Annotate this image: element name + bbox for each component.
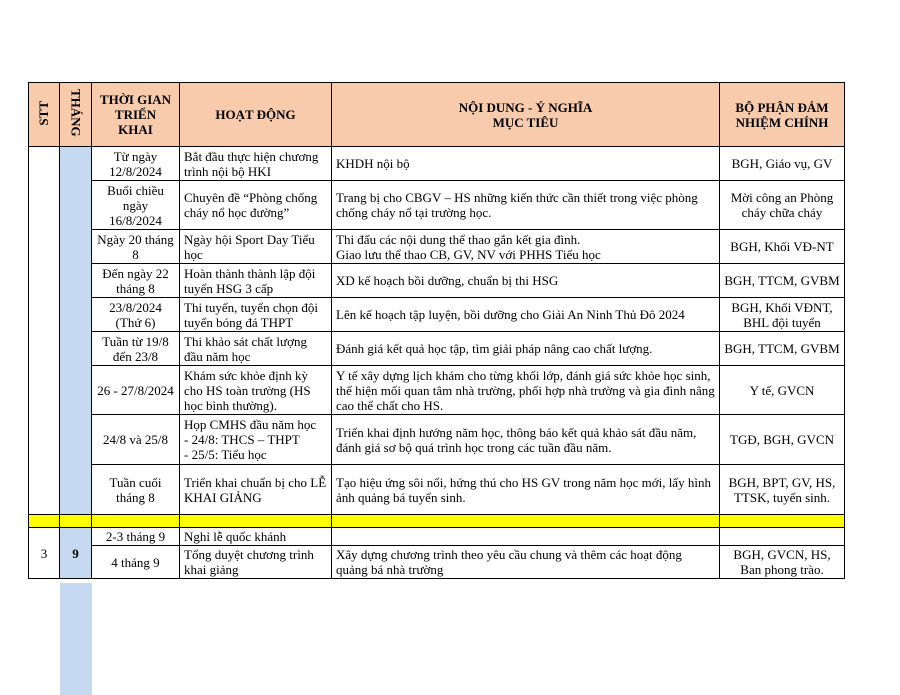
separator-row <box>29 515 845 528</box>
department-cell <box>720 528 845 546</box>
month-cell: 9 <box>60 528 92 579</box>
activity-cell: Triển khai chuẩn bị cho LỄ KHAI GIẢNG <box>180 465 332 515</box>
activity-cell: Hoàn thành thành lập đội tuyển HSG 3 cấp <box>180 264 332 298</box>
time-cell: Buổi chiều ngày 16/8/2024 <box>92 181 180 230</box>
department-cell: BGH, Khối VĐNT, BHL đội tuyển <box>720 298 845 332</box>
department-cell: BGH, TTCM, GVBM <box>720 332 845 366</box>
header-time: THỜI GIAN TRIỂN KHAI <box>92 83 180 147</box>
header-content: NỘI DUNG - Ý NGHĨA MỤC TIÊU <box>332 83 720 147</box>
month-column-continuation <box>60 583 92 695</box>
time-cell: Đến ngày 22 tháng 8 <box>92 264 180 298</box>
time-cell: 23/8/2024 (Thứ 6) <box>92 298 180 332</box>
table-row <box>29 298 845 332</box>
time-cell: Tuần cuối tháng 8 <box>92 465 180 515</box>
header-department: BỘ PHẬN ĐẢM NHIỆM CHÍNH <box>720 83 845 147</box>
time-cell: Từ ngày 12/8/2024 <box>92 147 180 181</box>
time-cell: 4 tháng 9 <box>92 546 180 579</box>
content-cell: Lên kế hoạch tập luyện, bồi dưỡng cho Giải An Ninh Thủ Đô 2024 <box>332 298 720 332</box>
department-cell: BGH, TTCM, GVBM <box>720 264 845 298</box>
activity-cell: Nghỉ lễ quốc khánh <box>180 528 332 546</box>
activity-cell: Thi khảo sát chất lượng đầu năm học <box>180 332 332 366</box>
department-cell: BGH, GVCN, HS, Ban phong trào. <box>720 546 845 579</box>
time-cell: Ngày 20 tháng 8 <box>92 230 180 264</box>
table-row <box>29 181 845 230</box>
table-row <box>29 147 845 181</box>
activity-cell: Khám sức khỏe định kỳ cho HS toàn trường (HS học bình thường). <box>180 366 332 415</box>
stt-cell <box>29 147 60 515</box>
department-cell: Y tế, GVCN <box>720 366 845 415</box>
content-cell: Y tế xây dựng lịch khám cho từng khối lớp, đánh giá sức khỏe học sinh, thể hiện mối quan tâm nhà trường, phối hợp nhà trường và gia đình nâng cao thể chất cho HS. <box>332 366 720 415</box>
table-row <box>29 332 845 366</box>
table-row <box>29 230 845 264</box>
activity-plan-table <box>28 82 845 579</box>
content-cell: Thi đấu các nội dung thể thao gắn kết gia đình. Giao lưu thể thao CB, GV, NV với PHHS Tiểu học <box>332 230 720 264</box>
content-cell: KHDH nội bộ <box>332 147 720 181</box>
activity-cell: Thi tuyển, tuyển chọn đội tuyển bóng đá THPT <box>180 298 332 332</box>
time-cell: 24/8 và 25/8 <box>92 415 180 465</box>
header-month: THÁNG <box>60 83 92 147</box>
activity-cell: Bắt đầu thực hiện chương trình nội bộ HKI <box>180 147 332 181</box>
table-row <box>29 415 845 465</box>
content-cell: XD kế hoạch bồi dưỡng, chuẩn bị thi HSG <box>332 264 720 298</box>
time-cell: Tuần từ 19/8 đến 23/8 <box>92 332 180 366</box>
header-activity: HOẠT ĐỘNG <box>180 83 332 147</box>
activity-cell: Ngày hội Sport Day Tiểu học <box>180 230 332 264</box>
content-cell: Trang bị cho CBGV – HS những kiến thức cần thiết trong việc phòng chống cháy nổ tại trường học. <box>332 181 720 230</box>
table-row <box>29 366 845 415</box>
content-cell: Xây dựng chương trình theo yêu cầu chung và thêm các hoạt động quảng bá nhà trường <box>332 546 720 579</box>
department-cell: BGH, Giáo vụ, GV <box>720 147 845 181</box>
header-row <box>29 83 845 147</box>
department-cell: BGH, BPT, GV, HS, TTSK, tuyển sinh. <box>720 465 845 515</box>
activity-cell: Chuyên đề “Phòng chống cháy nổ học đường” <box>180 181 332 230</box>
stt-cell: 3 <box>29 528 60 579</box>
table-row <box>29 465 845 515</box>
header-stt: STT <box>29 83 60 147</box>
month-cell <box>60 147 92 515</box>
department-cell: Mời công an Phòng cháy chữa cháy <box>720 181 845 230</box>
content-cell: Triển khai định hướng năm học, thông báo kết quả khảo sát đầu năm, đánh giá sơ bộ quá trình học trong các tuần đầu năm. <box>332 415 720 465</box>
activity-cell: Tổng duyệt chương trình khai giảng <box>180 546 332 579</box>
time-cell: 26 - 27/8/2024 <box>92 366 180 415</box>
department-cell: TGĐ, BGH, GVCN <box>720 415 845 465</box>
content-cell <box>332 528 720 546</box>
department-cell: BGH, Khối VĐ-NT <box>720 230 845 264</box>
activity-cell: Họp CMHS đầu năm học - 24/8: THCS – THPT - 25/5: Tiểu học <box>180 415 332 465</box>
table-row <box>29 546 845 579</box>
content-cell: Đánh giá kết quả học tập, tìm giải pháp nâng cao chất lượng. <box>332 332 720 366</box>
table-row <box>29 264 845 298</box>
table-row <box>29 528 845 546</box>
time-cell: 2-3 tháng 9 <box>92 528 180 546</box>
content-cell: Tạo hiệu ứng sôi nổi, hứng thú cho HS GV trong năm học mới, lấy hình ảnh quảng bá tuyển sinh. <box>332 465 720 515</box>
